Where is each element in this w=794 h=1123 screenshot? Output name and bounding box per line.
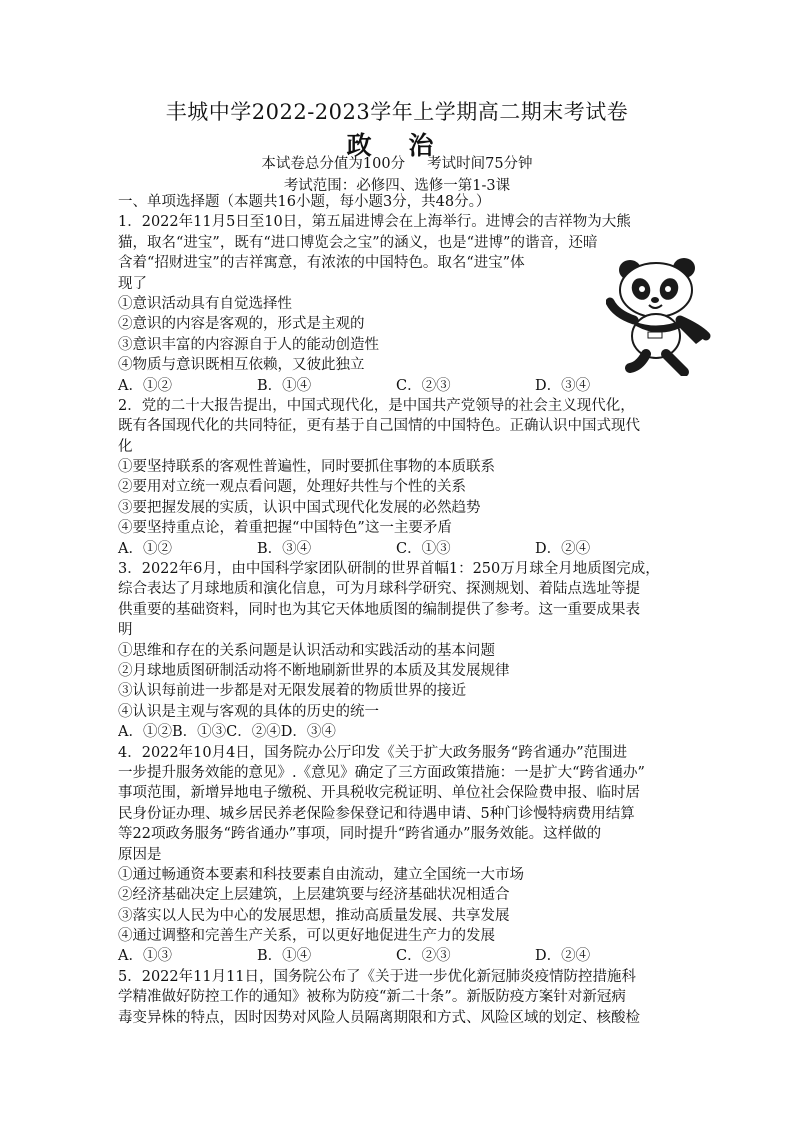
statement-item: ①要坚持联系的客观性普遍性，同时要抓住事物的本质联系 (118, 459, 495, 476)
option-d: D．②④ (535, 948, 591, 965)
option-b: B．①④ (257, 948, 312, 965)
question-stem-line: 5．2022年11月11日，国务院公布了《关于进一步优化新冠肺炎疫情防控措施科 (118, 968, 637, 985)
question-1 (118, 212, 678, 396)
statement-item: ④认识是主观与客观的具体的历史的统一 (118, 703, 379, 720)
score-info: 本试卷总分值为100分 (261, 156, 406, 172)
question-stem-line: 猫，取名“进宝”，既有“进口博览会之宝”的涵义，也是“进博”的谐音，还暗 (118, 234, 598, 251)
exam-body (118, 192, 678, 1028)
statement-item: ①意识活动具有自觉选择性 (118, 295, 292, 312)
statement-item: ②意识的内容是客观的，形式是主观的 (118, 316, 365, 333)
question-2 (118, 396, 678, 559)
question-stem-line: 现了 (118, 275, 147, 292)
answer-options (118, 946, 678, 966)
option-a: A．①③ (118, 948, 172, 965)
question-stem-line: 4．2022年10月4日，国务院办公厅印发《关于扩大政务服务“跨省通办”范围进 (118, 744, 628, 761)
question-stem-line: 化 (118, 438, 133, 455)
statement-item: ②月球地质图研制活动将不断地刷新世界的本质及其发展规律 (118, 662, 510, 679)
option-c: C．②③ (396, 948, 451, 965)
question-stem-line: 既有各国现代化的共同特征，更有基于自己国情的中国特色。正确认识中国式现代 (118, 418, 640, 435)
statement-item: ③认识每前进一步都是对无限发展着的物质世界的接近 (118, 683, 466, 700)
question-5 (118, 967, 678, 1028)
section-heading: 一、单项选择题（本题共16小题，每小题3分，共48分。） (118, 194, 491, 210)
option-a: A．①② (118, 540, 172, 557)
option-b: B．①④ (257, 377, 312, 394)
statement-item: ④通过调整和完善生产关系，可以更好地促进生产力的发展 (118, 928, 495, 945)
exam-info (0, 152, 794, 173)
question-4 (118, 743, 678, 967)
question-stem-line: 1．2022年11月5日至10日，第五届进博会在上海举行。进博会的吉祥物为大熊 (118, 214, 631, 231)
statement-item: ①思维和存在的关系问题是认识活动和实践活动的基本问题 (118, 642, 495, 659)
question-stem-line: 含着“招财进宝”的吉祥寓意，有浓浓的中国特色。取名“进宝”体 (118, 255, 525, 272)
statement-item: ③意识丰富的内容源自于人的能动创造性 (118, 336, 379, 353)
exam-title: 丰城中学2022-2023学年上学期高二期末考试卷 (165, 100, 629, 124)
question-stem-line: 2．党的二十大报告提出，中国式现代化，是中国共产党领导的社会主义现代化， (118, 397, 635, 414)
question-stem-line: 供重要的基础资料，同时也为其它天体地质图的编制提供了参考。这一重要成果表 (118, 601, 640, 618)
question-stem-line: 一步提升服务效能的意见》.《意见》确定了三方面政策措施：一是扩大“跨省通办” (118, 764, 645, 781)
statement-item: ④要坚持重点论，着重把握“中国特色”这一主要矛盾 (118, 520, 452, 537)
answer-options (118, 376, 678, 396)
statement-item: ①通过畅通资本要素和科技要素自由流动，建立全国统一大市场 (118, 866, 524, 883)
question-3 (118, 559, 678, 743)
time-info: 考试时间75分钟 (427, 156, 533, 172)
question-stem-line: 原因是 (118, 846, 162, 863)
option-a: A．①② (118, 377, 172, 394)
statement-item: ②经济基础决定上层建筑，上层建筑要与经济基础状况相适合 (118, 887, 510, 904)
question-stem-line: 3．2022年6月，由中国科学家团队研制的世界首幅1：250万月球全月地质图完成， (118, 561, 660, 578)
option-d: D．②④ (535, 540, 591, 557)
option-b: B．③④ (257, 540, 312, 557)
option-c: C．②③ (396, 377, 451, 394)
question-stem-line: 毒变异株的特点，因时因势对风险人员隔离期限和方式、风险区域的划定、核酸检 (118, 1009, 640, 1026)
option-c: C．①③ (396, 540, 451, 557)
statement-item: ②要用对立统一观点看问题，处理好共性与个性的关系 (118, 479, 466, 496)
question-stem-line: 等22项政务服务“跨省通办”事项，同时提升“跨省通办”服务效能。这样做的 (118, 826, 602, 843)
statement-item: ③要把握发展的实质，认识中国式现代化发展的必然趋势 (118, 499, 481, 516)
question-stem-line: 民身份证办理、城乡居民养老保险参保登记和待遇申请、5种门诊慢特病费用结算 (118, 805, 635, 822)
question-stem-line: 事项范围，新增异地电子缴税、开具税收完税证明、单位社会保险费申报、临时居 (118, 785, 640, 802)
subject-title: 政 治 (346, 131, 448, 160)
answer-options (118, 539, 678, 559)
exam-scope: 考试范围：必修四、选修一第1-3课 (283, 178, 511, 194)
statement-item: ④物质与意识既相互依赖，又彼此独立 (118, 357, 365, 374)
question-stem-line: 明 (118, 622, 133, 639)
question-stem-line: 综合表达了月球地质和演化信息，可为月球科学研究、探测规划、着陆点选址等提 (118, 581, 640, 598)
question-stem-line: 学精准做好防控工作的通知》被称为防疫“新二十条”。新版防疫方案针对新冠病 (118, 989, 626, 1006)
answer-options: A．①②B．①③C．②④D．③④ (118, 724, 336, 741)
statement-item: ③落实以人民为中心的发展思想，推动高质量发展、共享发展 (118, 907, 510, 924)
option-d: D．③④ (535, 377, 591, 394)
